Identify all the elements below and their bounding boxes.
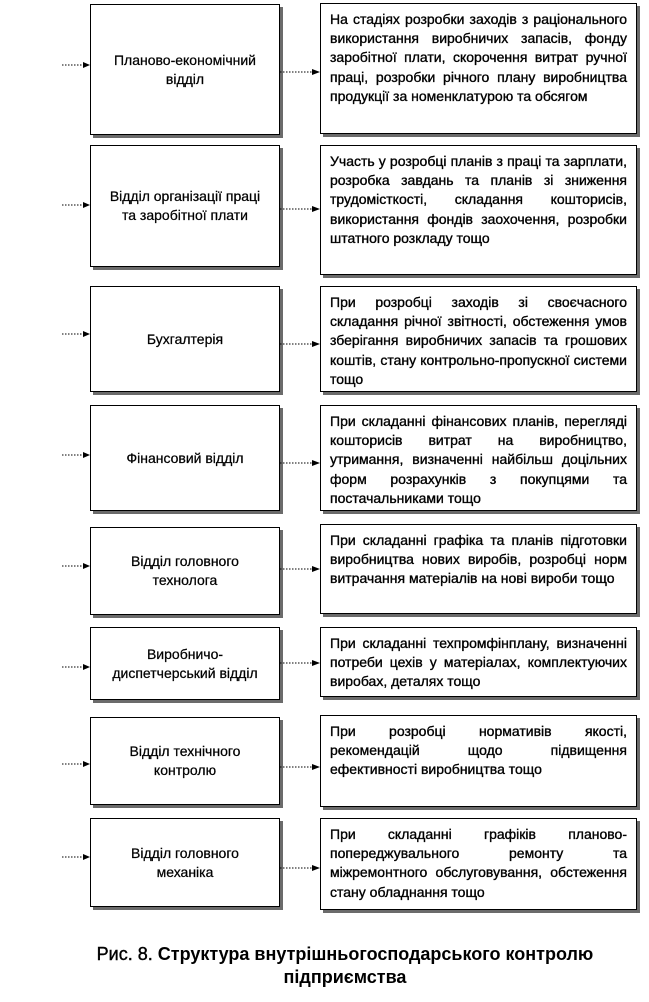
role-description: Участь у розробці планів з праці та зарплати, розробка завдань та планів зі зниження трудомісткості, складання кошторисів, використання фондів заохочення, розробки штатного розкладу тощо [330, 153, 627, 246]
incoming-arrow [62, 201, 90, 209]
role-description: При складанні графіків планово-попереджувального ремонту та міжремонтного обслуговування, обстеження стану обладнання тощо [330, 826, 627, 900]
figure-label: Рис. 8. [96, 944, 153, 964]
figure-caption [60, 943, 630, 989]
incoming-arrow [62, 760, 90, 768]
role-description-box [320, 715, 637, 807]
role-description-box [320, 524, 637, 614]
connector-arrow [280, 205, 320, 213]
department-box [90, 717, 280, 805]
department-box [90, 627, 280, 700]
role-description-box [320, 627, 637, 697]
figure-title: Структура внутрішньогосподарського контролю підприємства [157, 944, 594, 987]
incoming-arrow [62, 61, 90, 69]
role-description-box [320, 405, 637, 511]
role-description: При складанні техпромфінплану, визначенні потреби цехів у матеріалах, комплектуючих виробах, деталях тощо [330, 635, 627, 690]
role-description-box [320, 3, 637, 134]
role-description: При складанні фінансових планів, перегляді кошторисів витрат на виробництво, утримання, визначенні найбільш доцільних форм розрахунків з покупцями та постачальниками тощо [330, 413, 627, 506]
incoming-arrow [62, 330, 90, 338]
role-description: При розробці заходів зі своєчасного складання річної звітності, обстеження умов зберігання виробничих запасів та грошових коштів, стану контрольно-пропускної системи тощо [330, 294, 627, 387]
connector-arrow [280, 340, 320, 348]
role-description: При складанні графіка та планів підготовки виробництва нових виробів, розробці норм витрачання матеріалів на нові вироби тощо [330, 532, 627, 587]
role-description-box [320, 286, 637, 392]
department-label: Планово-економічний відділ [113, 51, 257, 87]
department-label: Виробничо-диспетчерський відділ [112, 645, 258, 681]
connector-arrow [280, 565, 320, 573]
department-box [90, 818, 280, 907]
department-label: Відділ головного механіка [131, 844, 239, 880]
department-label: Відділ технічного контролю [129, 743, 241, 778]
department-box [90, 145, 280, 267]
connector-arrow [280, 659, 320, 667]
connector-arrow [280, 864, 320, 872]
incoming-arrow [62, 562, 90, 570]
department-box [90, 405, 280, 511]
incoming-arrow [62, 663, 90, 671]
department-label: Відділ головного технолога [131, 553, 239, 588]
incoming-arrow [62, 451, 90, 459]
department-box [90, 4, 280, 135]
connector-arrow [280, 68, 320, 76]
department-label: Відділ організації праці та заробітної плати [109, 188, 261, 223]
department-box [90, 527, 280, 615]
role-description-box [320, 818, 637, 910]
incoming-arrow [62, 853, 90, 861]
department-label: Фінансовий відділ [126, 449, 244, 466]
connector-arrow [280, 459, 320, 467]
department-label: Бухгалтерія [146, 330, 224, 347]
department-box [90, 286, 280, 392]
role-description: При розробці нормативів якості, рекомендацій щодо підвищення ефективності виробництва тощо [330, 723, 627, 778]
connector-arrow [280, 763, 320, 771]
role-description: На стадіях розробки заходів з раціонального використання виробничих запасів, фонду заробітної плати, скорочення витрат ручної праці, розробки річного плану виробництва продукції за номенклатурою та обсягом [330, 11, 627, 104]
role-description-box [320, 145, 637, 275]
